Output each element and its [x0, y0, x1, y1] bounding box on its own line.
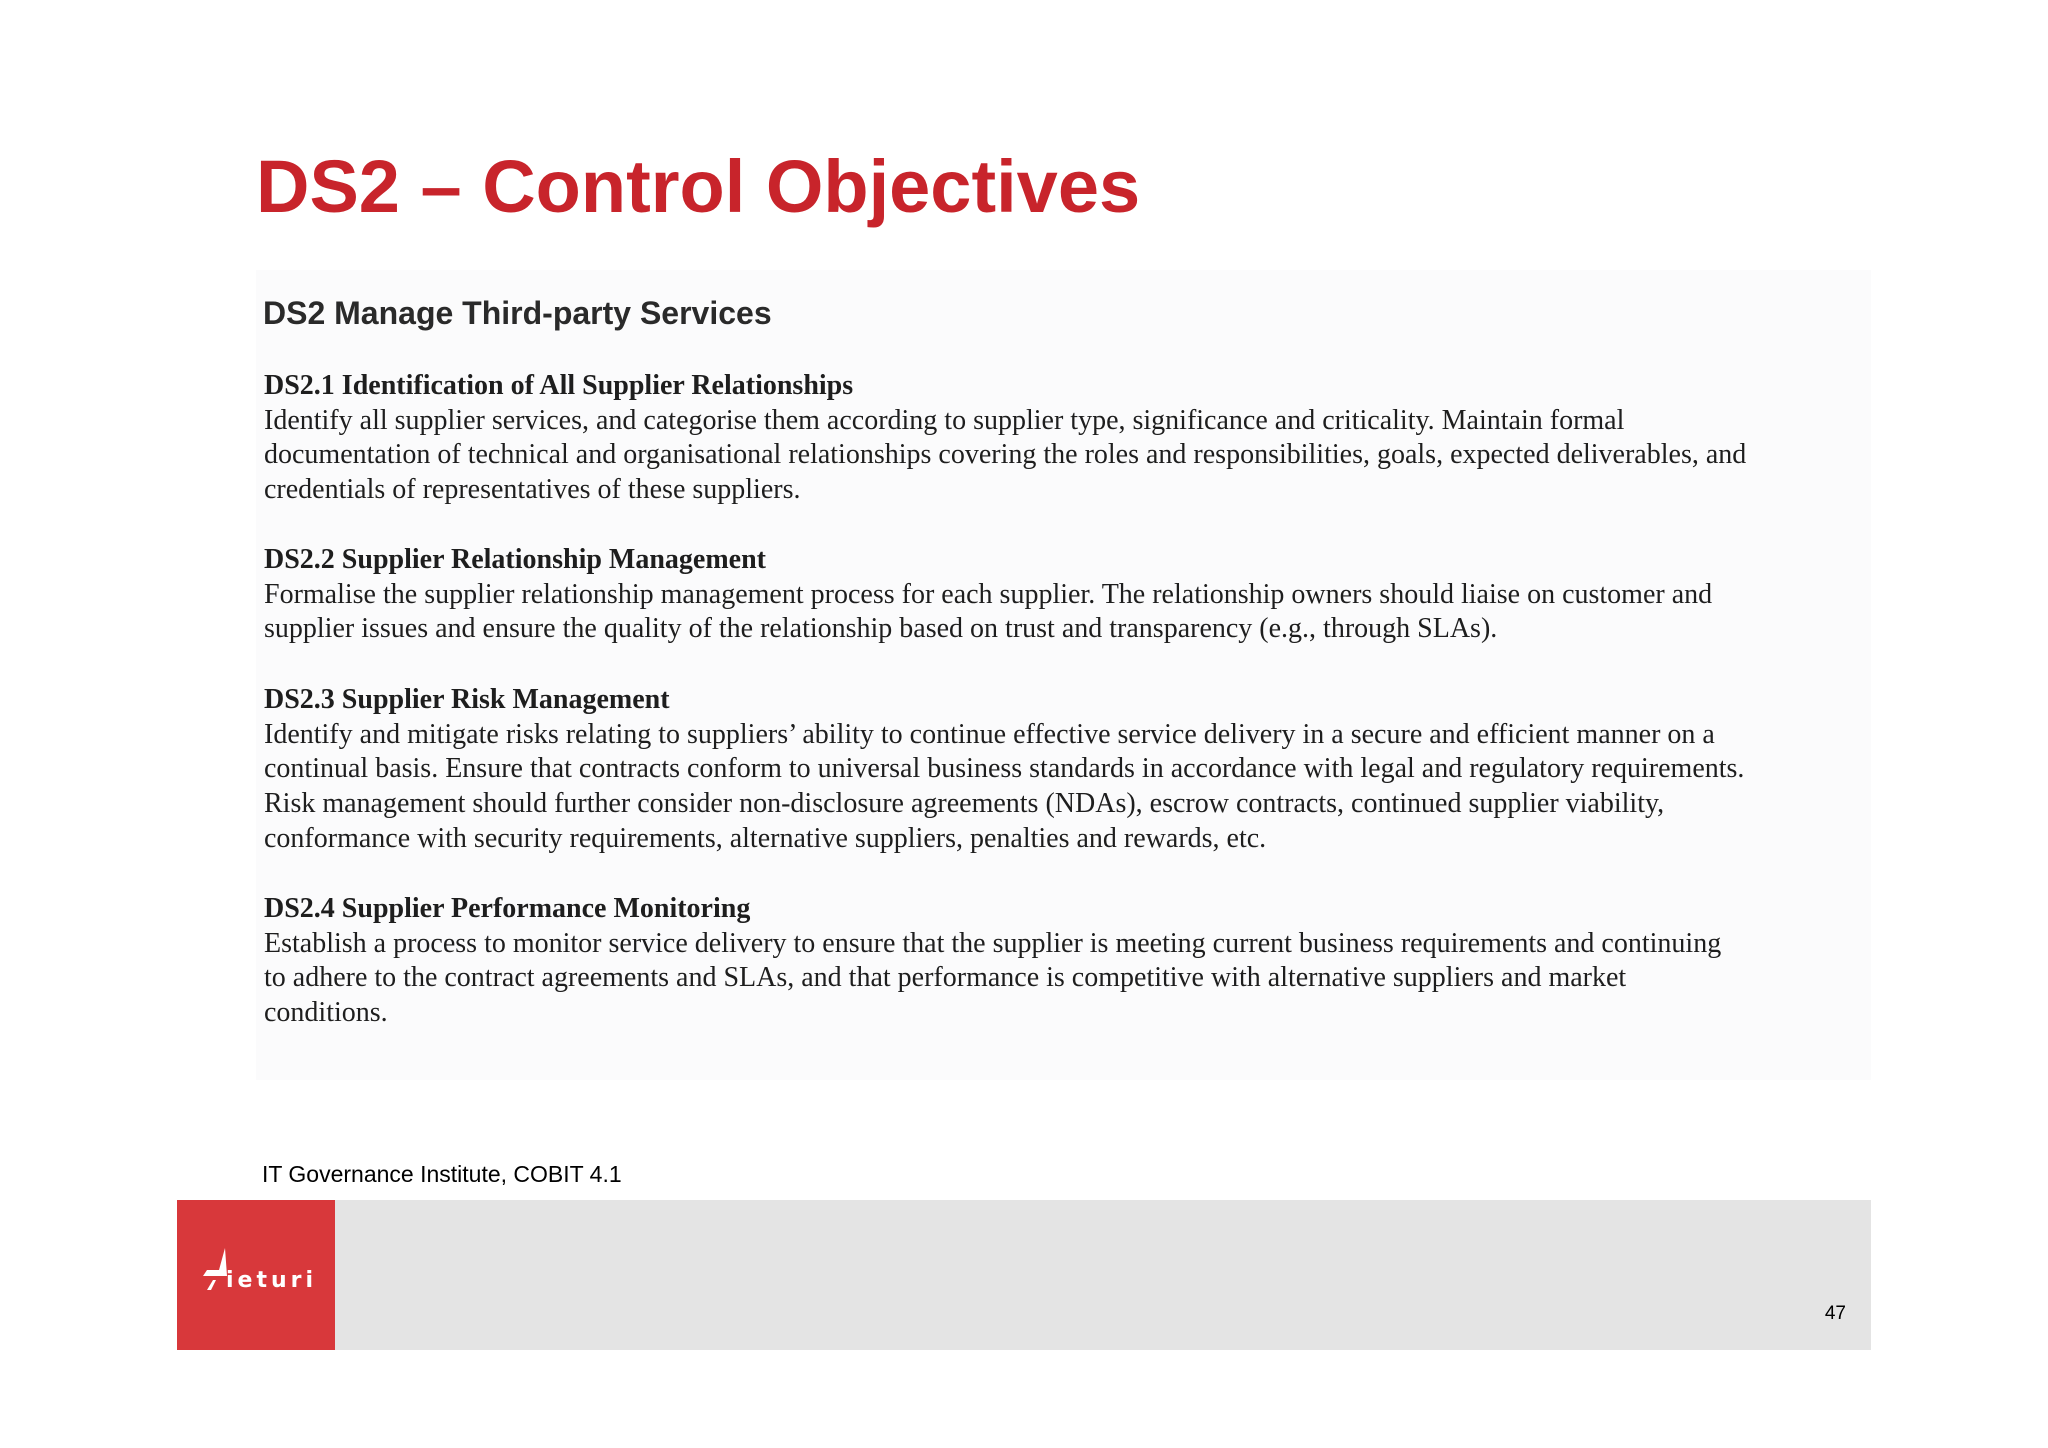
body-line: to adhere to the contract agreements and SLAs, and that performance is competitive with alternative suppliers and market: [264, 962, 1627, 994]
document-heading: DS2 Manage Third-party Services: [263, 295, 772, 331]
section-body: [264, 578, 1864, 647]
section-ds2-1: [264, 369, 1864, 508]
body-line: continual basis. Ensure that contracts conform to universal business standards in accordance with legal and regulatory requirements.: [264, 753, 1745, 785]
cobit-excerpt: [256, 270, 1871, 1080]
section-body: [264, 927, 1864, 1031]
page-number: 47: [1824, 1303, 1846, 1324]
section-title: DS2.3 Supplier Risk Management: [264, 684, 670, 715]
body-line: Formalise the supplier relationship management process for each supplier. The relationship owners should liaise on customer and: [264, 578, 1713, 610]
body-line: Establish a process to monitor service delivery to ensure that the supplier is meeting current business requirements and continuing: [264, 927, 1722, 959]
body-line: documentation of technical and organisational relationships covering the roles and responsibilities, goals, expected deliverables, and: [264, 439, 1747, 471]
body-line: Risk management should further consider non-disclosure agreements (NDAs), escrow contracts, continued supplier viability,: [264, 788, 1665, 820]
section-title: DS2.2 Supplier Relationship Management: [264, 544, 766, 575]
body-line: credentials of representatives of these suppliers.: [264, 474, 801, 506]
slide-title: DS2 – Control Objectives: [256, 145, 1141, 228]
company-logo: [177, 1200, 335, 1350]
section-title: DS2.4 Supplier Performance Monitoring: [264, 893, 751, 924]
section-title: DS2.1 Identification of All Supplier Relationships: [264, 370, 854, 401]
source-citation: IT Governance Institute, COBIT 4.1: [262, 1161, 622, 1187]
section-ds2-2: [264, 543, 1864, 647]
body-line: Identify all supplier services, and categorise them according to supplier type, significance and criticality. Maintain formal: [264, 404, 1625, 436]
logo-text: ieturi: [226, 1268, 318, 1293]
section-ds2-4: [264, 892, 1864, 1031]
body-line: supplier issues and ensure the quality of the relationship based on trust and transparency (e.g., through SLAs).: [264, 613, 1498, 645]
body-line: conformance with security requirements, alternative suppliers, penalties and rewards, etc.: [264, 822, 1267, 854]
section-ds2-3: [264, 683, 1864, 857]
body-line: Identify and mitigate risks relating to suppliers’ ability to continue effective service delivery in a secure and efficient manner on a: [264, 718, 1715, 750]
section-body: [264, 404, 1864, 508]
body-line: conditions.: [264, 997, 388, 1029]
section-body: [264, 718, 1864, 857]
footer-bar: [177, 1200, 1871, 1350]
